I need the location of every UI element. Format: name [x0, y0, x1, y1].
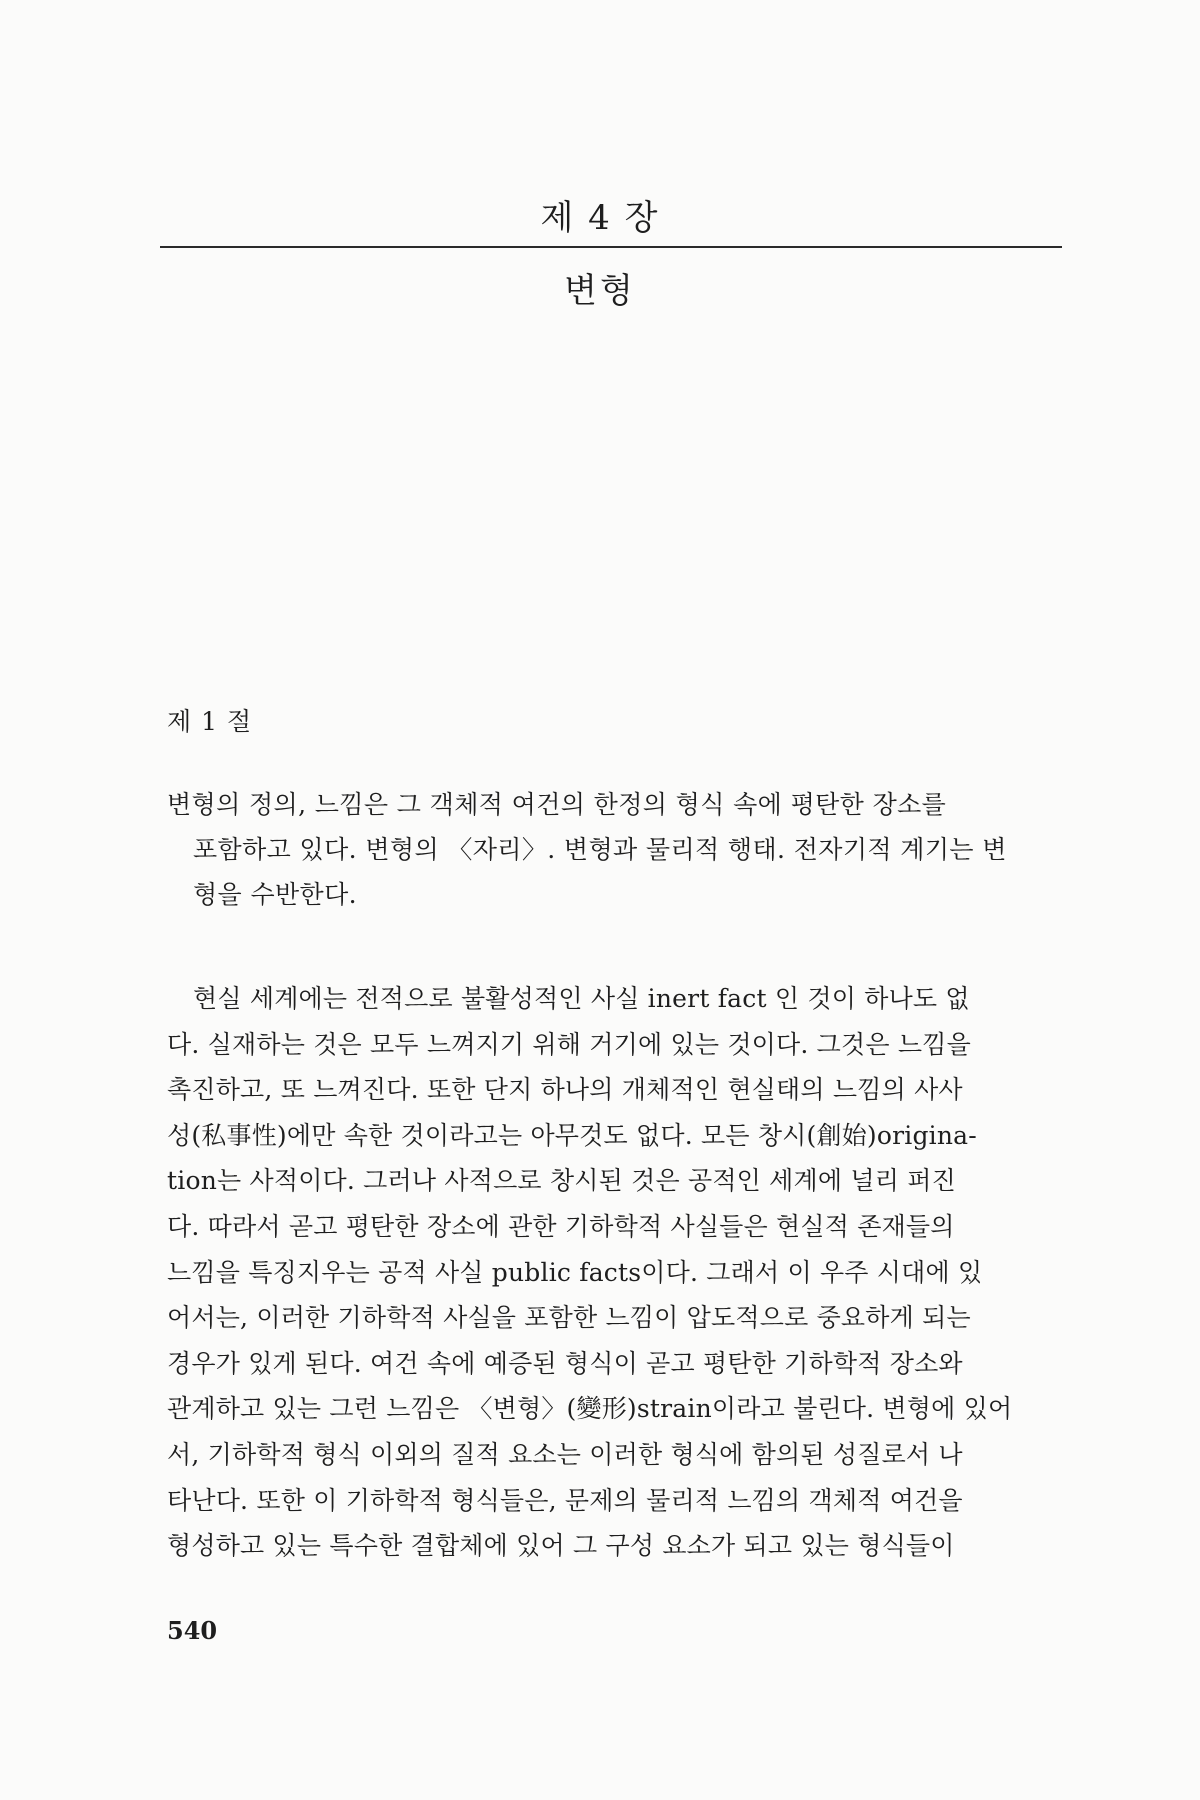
- body-line: 느낌을 특징지우는 공적 사실 public facts이다. 그래서 이 우주 시대에 있: [167, 1257, 983, 1287]
- body-line: 현실 세계에는 전적으로 불활성적인 사실 inert fact 인 것이 하나도 없: [193, 984, 970, 1013]
- body-paragraph: [167, 976, 1072, 1569]
- summary-line: 변형의 정의, 느낌은 그 객체적 여건의 한정의 형식 속에 평탄한 장소를: [167, 790, 947, 819]
- body-line: 형성하고 있는 특수한 결합체에 있어 그 구성 요소가 되고 있는 형식들이: [167, 1531, 955, 1561]
- body-line: 다. 따라서 곧고 평탄한 장소에 관한 기하학적 사실들은 현실적 존재들의: [167, 1211, 955, 1241]
- section-summary: [167, 782, 1072, 917]
- body-line: tion는 사적이다. 그러나 사적으로 창시된 것은 공적인 세계에 널리 퍼진: [167, 1166, 956, 1196]
- body-line: 성(私事性)에만 속한 것이라고는 아무것도 없다. 모든 창시(創始)origina-: [167, 1120, 977, 1150]
- summary-line: 형을 수반한다.: [193, 880, 357, 909]
- page-number: 540: [167, 1616, 218, 1645]
- section-label: 제 1 절: [167, 707, 253, 736]
- body-line: 다. 실재하는 것은 모두 느껴지기 위해 거기에 있는 것이다. 그것은 느낌을: [167, 1029, 971, 1059]
- chapter-number: 제 4 장: [540, 198, 660, 238]
- body-line: 경우가 있게 된다. 여건 속에 예증된 형식이 곧고 평탄한 기하학적 장소와: [167, 1348, 963, 1378]
- body-line: 서, 기하학적 형식 이외의 질적 요소는 이러한 형식에 함의된 성질로서 나: [167, 1439, 963, 1469]
- body-line: 타난다. 또한 이 기하학적 형식들은, 문제의 물리적 느낌의 객체적 여건을: [167, 1485, 963, 1515]
- body-line: 어서는, 이러한 기하학적 사실을 포함한 느낌이 압도적으로 중요하게 되는: [167, 1303, 971, 1333]
- summary-line: 포함하고 있다. 변형의 〈자리〉. 변형과 물리적 행태. 전자기적 계기는 변: [193, 835, 1007, 864]
- chapter-title: 변형: [564, 271, 636, 311]
- body-line: 촉진하고, 또 느껴진다. 또한 단지 하나의 개체적인 현실태의 느낌의 사사: [167, 1075, 963, 1105]
- chapter-divider: [160, 246, 1062, 248]
- body-line: 관계하고 있는 그런 느낌은 〈변형〉(變形)strain이라고 불린다. 변형에 있어: [167, 1394, 1013, 1424]
